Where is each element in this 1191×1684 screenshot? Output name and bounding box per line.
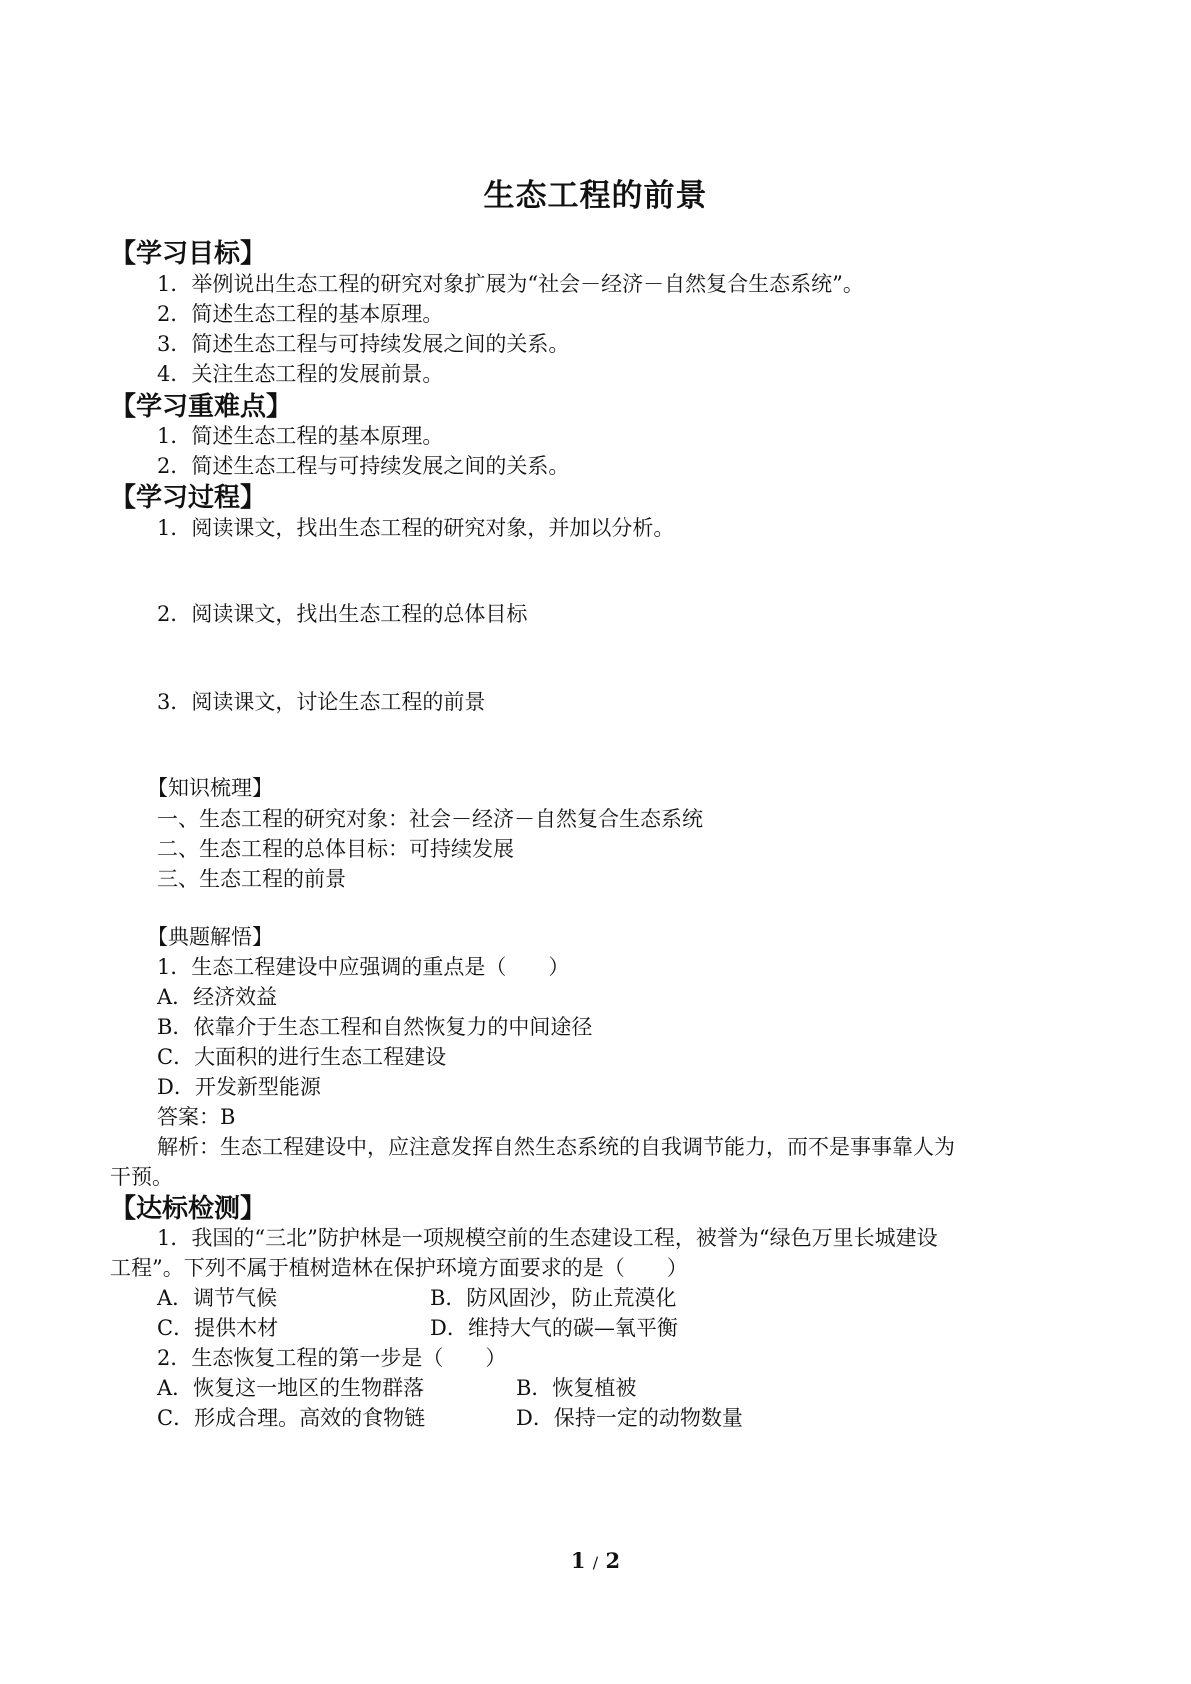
goal-item: 2．简述生态工程的基本原理。 — [157, 302, 444, 326]
knowledge-item: 三、生态工程的前景 — [157, 867, 346, 891]
test-question-2: 2．生态恢复工程的第一步是（ ） — [157, 1346, 507, 1370]
example-analysis: 解析：生态工程建设中，应注意发挥自然生态系统的自我调节能力，而不是事事靠人为 — [157, 1135, 955, 1159]
test-q1-option: B．防风固沙，防止荒漠化 — [430, 1286, 677, 1310]
goal-item: 4．关注生态工程的发展前景。 — [157, 362, 444, 386]
test-q1-option: A．调节气候 — [157, 1286, 278, 1310]
page-title: 生态工程的前景 — [483, 178, 708, 214]
page-number — [0, 1548, 1191, 1573]
knowledge-item: 二、生态工程的总体目标：可持续发展 — [157, 837, 514, 861]
process-item: 1．阅读课文，找出生态工程的研究对象，并加以分析。 — [157, 516, 675, 540]
page-number-total: 2 — [605, 1548, 621, 1573]
knowledge-item: 一、生态工程的研究对象：社会－经济－自然复合生态系统 — [157, 807, 703, 831]
key-point-item: 1．简述生态工程的基本原理。 — [157, 424, 444, 448]
section-heading-goals: 【学习目标】 — [110, 239, 267, 269]
example-option: A．经济效益 — [157, 985, 278, 1009]
key-point-item: 2．简述生态工程与可持续发展之间的关系。 — [157, 454, 570, 478]
example-answer: 答案：B — [157, 1105, 236, 1129]
example-question: 1．生态工程建设中应强调的重点是（ ） — [157, 955, 570, 979]
process-item: 2．阅读课文，找出生态工程的总体目标 — [157, 602, 528, 626]
goal-item: 3．简述生态工程与可持续发展之间的关系。 — [157, 332, 570, 356]
test-q2-option: A．恢复这一地区的生物群落 — [157, 1376, 425, 1400]
test-q1-option: D．维持大气的碳—氧平衡 — [430, 1316, 678, 1340]
test-q1-option: C．提供木材 — [157, 1316, 279, 1340]
section-heading-test: 【达标检测】 — [110, 1194, 267, 1224]
example-option: B．依靠介于生态工程和自然恢复力的中间途径 — [157, 1015, 593, 1039]
example-analysis-cont: 干预。 — [110, 1165, 173, 1189]
section-heading-key-points: 【学习重难点】 — [110, 392, 293, 422]
page-number-separator: / — [592, 1553, 599, 1572]
section-heading-knowledge: 【知识梳理】 — [147, 776, 273, 800]
test-q2-option: D．保持一定的动物数量 — [516, 1406, 743, 1430]
example-option: C．大面积的进行生态工程建设 — [157, 1045, 447, 1069]
section-heading-example: 【典题解悟】 — [147, 925, 273, 949]
page-number-current: 1 — [570, 1548, 586, 1573]
test-q2-option: B．恢复植被 — [516, 1376, 637, 1400]
test-question-1-cont: 工程”。下列不属于植树造林在保护环境方面要求的是（ ） — [110, 1256, 688, 1280]
process-item: 3．阅读课文，讨论生态工程的前景 — [157, 690, 486, 714]
goal-item: 1．举例说出生态工程的研究对象扩展为“社会－经济－自然复合生态系统”。 — [157, 272, 864, 296]
example-option: D．开发新型能源 — [157, 1075, 321, 1099]
test-question-1: 1．我国的“三北”防护林是一项规模空前的生态建设工程，被誉为“绿色万里长城建设 — [157, 1226, 938, 1250]
section-heading-process: 【学习过程】 — [110, 483, 267, 513]
test-q2-option: C．形成合理。高效的食物链 — [157, 1406, 426, 1430]
